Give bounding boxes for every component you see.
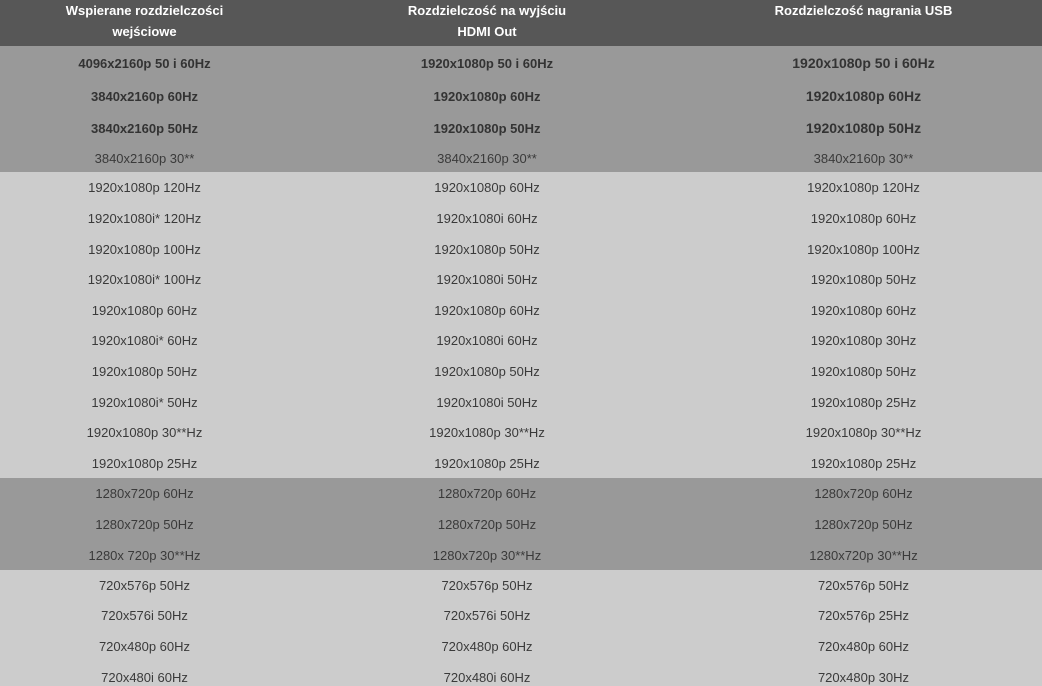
input-resolution-cell: 1280x720p 50Hz — [95, 517, 194, 532]
input-resolution-cell: 1920x1080p 100Hz — [88, 241, 201, 257]
usb-recording-cell: 1920x1080p 50 i 60Hz — [792, 55, 935, 71]
header-input-line1: Wspierane rozdzielczości — [65, 3, 224, 18]
table-row — [0, 662, 1042, 686]
hdmi-output-cell: 1280x720p 60Hz — [437, 486, 537, 501]
input-resolution-cell: 4096x2160p 50 i 60Hz — [78, 55, 211, 71]
hdmi-output-cell: 1920x1080p 25Hz — [434, 455, 540, 471]
input-resolution-cell: 1920x1080i* 50Hz — [91, 394, 198, 410]
header-usb-line1: Rozdzielczość nagrania USB — [774, 3, 953, 18]
hdmi-output-cell: 1920x1080p 50Hz — [434, 364, 540, 379]
table-row — [0, 387, 1042, 417]
usb-recording-cell: 1920x1080p 25Hz — [810, 455, 917, 471]
hdmi-output-cell: 3840x2160p 30** — [437, 150, 537, 166]
table-row — [0, 540, 1042, 570]
usb-recording-cell: 720x576p 25Hz — [817, 608, 910, 623]
input-resolution-cell: 1920x1080i* 120Hz — [87, 211, 202, 226]
input-resolution-cell: 1280x 720p 30**Hz — [88, 547, 201, 563]
input-resolution-cell: 3840x2160p 30** — [94, 150, 195, 166]
usb-recording-cell: 1920x1080p 30**Hz — [805, 425, 922, 440]
header-hdmi-line1: Rozdzielczość na wyjściu — [407, 3, 567, 18]
header-input-line2: wejściowe — [112, 24, 177, 39]
usb-recording-cell: 1920x1080p 25Hz — [810, 394, 917, 410]
usb-recording-cell: 1920x1080p 100Hz — [807, 241, 920, 257]
usb-recording-cell: 1920x1080p 30Hz — [810, 333, 917, 348]
input-resolution-cell: 1920x1080p 60Hz — [91, 302, 198, 318]
input-resolution-cell: 720x576p 50Hz — [98, 577, 191, 593]
input-resolution-cell: 720x576i 50Hz — [101, 608, 188, 623]
row-group-light — [0, 570, 1042, 686]
table-body — [0, 46, 1042, 686]
table-row — [0, 570, 1042, 600]
usb-recording-cell: 720x480p 60Hz — [817, 639, 910, 654]
table-row — [0, 295, 1042, 325]
usb-recording-cell: 1920x1080p 50Hz — [810, 272, 917, 287]
table-row — [0, 112, 1042, 144]
input-resolution-cell: 1920x1080p 50Hz — [91, 364, 198, 379]
table-row — [0, 417, 1042, 448]
table-row — [0, 325, 1042, 356]
table-row — [0, 600, 1042, 631]
input-resolution-cell: 1920x1080i* 60Hz — [91, 333, 198, 348]
hdmi-output-cell: 1920x1080p 50Hz — [433, 120, 541, 136]
usb-recording-cell: 720x480p 30Hz — [817, 669, 910, 685]
hdmi-output-cell: 1920x1080p 60Hz — [434, 180, 540, 195]
table-row — [0, 144, 1042, 172]
input-resolution-cell: 1920x1080i* 100Hz — [87, 272, 202, 287]
hdmi-output-cell: 720x480i 60Hz — [443, 669, 531, 685]
table-row — [0, 264, 1042, 295]
usb-recording-cell: 1280x720p 60Hz — [814, 486, 913, 501]
hdmi-output-cell: 1920x1080i 60Hz — [436, 211, 538, 226]
input-resolution-cell: 1920x1080p 25Hz — [91, 455, 198, 471]
input-resolution-cell: 3840x2160p 50Hz — [91, 120, 198, 136]
hdmi-output-cell: 1280x720p 30**Hz — [432, 547, 542, 563]
header-input-resolutions — [0, 0, 289, 46]
usb-recording-cell: 3840x2160p 30** — [813, 150, 914, 166]
table-row — [0, 509, 1042, 540]
usb-recording-cell: 1280x720p 50Hz — [814, 517, 913, 532]
table-row — [0, 203, 1042, 234]
usb-recording-cell: 1920x1080p 60Hz — [810, 302, 917, 318]
input-resolution-cell: 720x480i 60Hz — [101, 669, 188, 685]
input-resolution-cell: 3840x2160p 60Hz — [91, 88, 198, 104]
hdmi-output-cell: 720x576p 50Hz — [441, 577, 533, 593]
table-row — [0, 46, 1042, 80]
row-group-dark — [0, 478, 1042, 570]
hdmi-output-cell: 1920x1080i 60Hz — [436, 333, 538, 348]
table-row — [0, 80, 1042, 112]
hdmi-output-cell: 1920x1080i 50Hz — [436, 394, 538, 410]
table-row — [0, 478, 1042, 509]
usb-recording-cell: 720x576p 50Hz — [817, 577, 910, 593]
table-row — [0, 172, 1042, 203]
hdmi-output-cell: 1920x1080i 50Hz — [436, 272, 538, 287]
input-resolution-cell: 1280x720p 60Hz — [95, 486, 194, 501]
hdmi-output-cell: 1280x720p 50Hz — [437, 517, 537, 532]
table-row — [0, 234, 1042, 264]
header-hdmi-line2: HDMI Out — [457, 24, 517, 39]
hdmi-output-cell: 720x576i 50Hz — [443, 608, 531, 623]
header-hdmi-output — [289, 0, 685, 46]
row-group-dark — [0, 46, 1042, 172]
usb-recording-cell: 1920x1080p 50Hz — [810, 364, 917, 379]
input-resolution-cell: 720x480p 60Hz — [98, 639, 191, 654]
hdmi-output-cell: 1920x1080p 60Hz — [434, 302, 540, 318]
header-usb-recording — [685, 0, 1042, 46]
input-resolution-cell: 1920x1080p 120Hz — [88, 180, 201, 195]
usb-recording-cell: 1920x1080p 120Hz — [807, 180, 920, 195]
input-resolution-cell: 1920x1080p 30**Hz — [86, 425, 203, 440]
row-group-light — [0, 172, 1042, 478]
table-header — [0, 0, 1042, 46]
hdmi-output-cell: 1920x1080p 50Hz — [434, 241, 540, 257]
usb-recording-cell: 1920x1080p 50Hz — [805, 120, 922, 136]
hdmi-output-cell: 1920x1080p 60Hz — [433, 88, 541, 104]
table-row — [0, 448, 1042, 478]
usb-recording-cell: 1920x1080p 60Hz — [810, 211, 917, 226]
table-row — [0, 631, 1042, 662]
hdmi-output-cell: 1920x1080p 50 i 60Hz — [420, 55, 554, 71]
table-row — [0, 356, 1042, 387]
hdmi-output-cell: 720x480p 60Hz — [441, 639, 533, 654]
hdmi-output-cell: 1920x1080p 30**Hz — [429, 425, 545, 440]
usb-recording-cell: 1920x1080p 60Hz — [805, 88, 922, 104]
usb-recording-cell: 1280x720p 30**Hz — [809, 547, 918, 563]
